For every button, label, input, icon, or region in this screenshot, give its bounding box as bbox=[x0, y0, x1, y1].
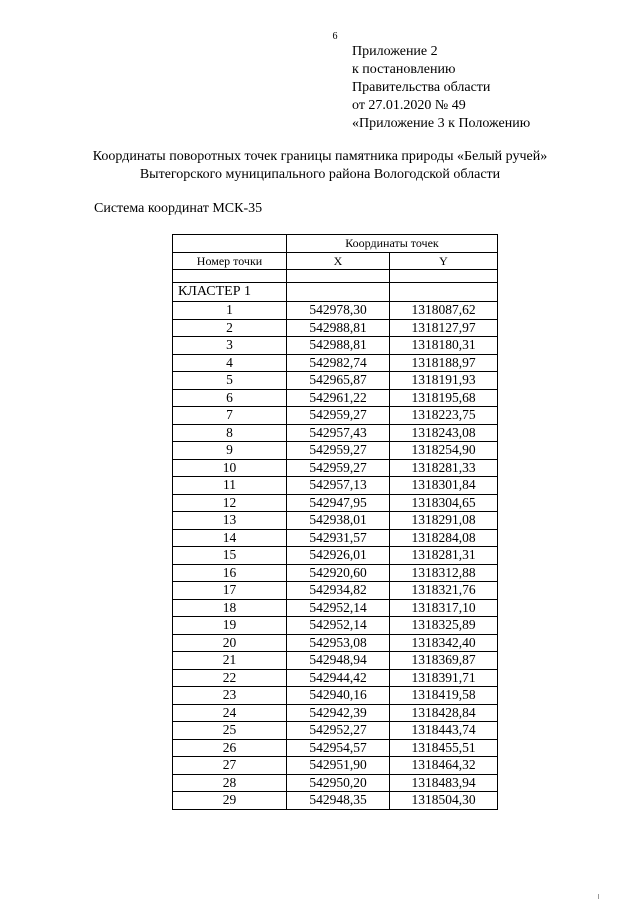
y-coordinate-cell: 1318325,89 bbox=[390, 617, 498, 635]
x-coordinate-cell: 542951,90 bbox=[287, 757, 390, 775]
table-row bbox=[173, 319, 498, 337]
table-row bbox=[173, 372, 498, 390]
y-coordinate-cell: 1318254,90 bbox=[390, 442, 498, 460]
y-coordinate-cell: 1318281,33 bbox=[390, 459, 498, 477]
page-number: 6 bbox=[332, 31, 338, 42]
point-number-cell: 17 bbox=[173, 582, 287, 600]
table-empty-row bbox=[173, 270, 498, 283]
point-number-cell: 20 bbox=[173, 634, 287, 652]
table-row bbox=[173, 424, 498, 442]
y-coordinate-cell: 1318464,32 bbox=[390, 757, 498, 775]
x-coordinate-cell: 542953,08 bbox=[287, 634, 390, 652]
approval-line: Приложение 2 bbox=[352, 44, 438, 59]
table-row bbox=[173, 389, 498, 407]
y-coordinate-cell: 1318342,40 bbox=[390, 634, 498, 652]
approval-line: к постановлению bbox=[352, 62, 456, 77]
table-row bbox=[173, 687, 498, 705]
point-number-cell: 18 bbox=[173, 599, 287, 617]
approval-line: Правительства области bbox=[352, 80, 491, 95]
point-number-cell: 21 bbox=[173, 652, 287, 670]
y-coordinate-cell: 1318243,08 bbox=[390, 424, 498, 442]
table-row bbox=[173, 599, 498, 617]
point-number-cell: 15 bbox=[173, 547, 287, 565]
table-row bbox=[173, 669, 498, 687]
x-coordinate-cell: 542959,27 bbox=[287, 459, 390, 477]
table-header-point: Номер точки bbox=[173, 252, 287, 270]
table-row bbox=[173, 634, 498, 652]
table-row bbox=[173, 354, 498, 372]
table-header-x: X bbox=[287, 252, 390, 270]
x-coordinate-cell: 542950,20 bbox=[287, 774, 390, 792]
y-coordinate-cell: 1318312,88 bbox=[390, 564, 498, 582]
table-row bbox=[173, 652, 498, 670]
x-coordinate-cell: 542957,43 bbox=[287, 424, 390, 442]
x-coordinate-cell: 542940,16 bbox=[287, 687, 390, 705]
y-coordinate-cell: 1318180,31 bbox=[390, 337, 498, 355]
cluster-row bbox=[173, 283, 498, 302]
table-row bbox=[173, 704, 498, 722]
point-number-cell: 25 bbox=[173, 722, 287, 740]
x-coordinate-cell: 542934,82 bbox=[287, 582, 390, 600]
y-coordinate-cell: 1318301,84 bbox=[390, 477, 498, 495]
x-coordinate-cell: 542959,27 bbox=[287, 442, 390, 460]
y-coordinate-cell: 1318087,62 bbox=[390, 302, 498, 320]
point-number-cell: 4 bbox=[173, 354, 287, 372]
x-coordinate-cell: 542948,94 bbox=[287, 652, 390, 670]
table-header-coordinates: Координаты точек bbox=[287, 235, 498, 253]
table-row bbox=[173, 512, 498, 530]
table-cell bbox=[390, 283, 498, 302]
point-number-cell: 2 bbox=[173, 319, 287, 337]
point-number-cell: 9 bbox=[173, 442, 287, 460]
y-coordinate-cell: 1318419,58 bbox=[390, 687, 498, 705]
point-number-cell: 28 bbox=[173, 774, 287, 792]
point-number-cell: 14 bbox=[173, 529, 287, 547]
table-row bbox=[173, 477, 498, 495]
table-row bbox=[173, 757, 498, 775]
table-row bbox=[173, 494, 498, 512]
point-number-cell: 29 bbox=[173, 792, 287, 810]
table-row bbox=[173, 302, 498, 320]
x-coordinate-cell: 542920,60 bbox=[287, 564, 390, 582]
table-row bbox=[173, 617, 498, 635]
x-coordinate-cell: 542926,01 bbox=[287, 547, 390, 565]
point-number-cell: 8 bbox=[173, 424, 287, 442]
table-header-blank bbox=[173, 235, 287, 253]
point-number-cell: 19 bbox=[173, 617, 287, 635]
table-row bbox=[173, 407, 498, 425]
y-coordinate-cell: 1318321,76 bbox=[390, 582, 498, 600]
table-row bbox=[173, 564, 498, 582]
point-number-cell: 10 bbox=[173, 459, 287, 477]
y-coordinate-cell: 1318455,51 bbox=[390, 739, 498, 757]
table-row bbox=[173, 529, 498, 547]
x-coordinate-cell: 542952,14 bbox=[287, 599, 390, 617]
point-number-cell: 7 bbox=[173, 407, 287, 425]
x-coordinate-cell: 542954,57 bbox=[287, 739, 390, 757]
table-cell bbox=[287, 270, 390, 283]
approval-block bbox=[352, 43, 530, 133]
point-number-cell: 1 bbox=[173, 302, 287, 320]
point-number-cell: 27 bbox=[173, 757, 287, 775]
approval-line: «Приложение 3 к Положению bbox=[352, 116, 531, 131]
table-cell bbox=[390, 270, 498, 283]
x-coordinate-cell: 542988,81 bbox=[287, 319, 390, 337]
point-number-cell: 22 bbox=[173, 669, 287, 687]
point-number-cell: 16 bbox=[173, 564, 287, 582]
point-number-cell: 5 bbox=[173, 372, 287, 390]
table-row bbox=[173, 459, 498, 477]
x-coordinate-cell: 542938,01 bbox=[287, 512, 390, 530]
y-coordinate-cell: 1318369,87 bbox=[390, 652, 498, 670]
point-number-cell: 12 bbox=[173, 494, 287, 512]
x-coordinate-cell: 542942,39 bbox=[287, 704, 390, 722]
point-number-cell: 6 bbox=[173, 389, 287, 407]
y-coordinate-cell: 1318191,93 bbox=[390, 372, 498, 390]
table-row bbox=[173, 739, 498, 757]
x-coordinate-cell: 542959,27 bbox=[287, 407, 390, 425]
y-coordinate-cell: 1318304,65 bbox=[390, 494, 498, 512]
document-title bbox=[0, 148, 640, 184]
table-header-group-row bbox=[173, 235, 498, 253]
y-coordinate-cell: 1318443,74 bbox=[390, 722, 498, 740]
y-coordinate-cell: 1318391,71 bbox=[390, 669, 498, 687]
table-row bbox=[173, 337, 498, 355]
table-cell bbox=[287, 283, 390, 302]
table-row bbox=[173, 442, 498, 460]
title-line: Вытегорского муниципального района Вологодской области bbox=[139, 167, 501, 182]
coordinate-system-label: Система координат МСК-35 bbox=[94, 201, 263, 216]
y-coordinate-cell: 1318223,75 bbox=[390, 407, 498, 425]
x-coordinate-cell: 542965,87 bbox=[287, 372, 390, 390]
x-coordinate-cell: 542952,27 bbox=[287, 722, 390, 740]
y-coordinate-cell: 1318195,68 bbox=[390, 389, 498, 407]
y-coordinate-cell: 1318483,94 bbox=[390, 774, 498, 792]
table-row bbox=[173, 774, 498, 792]
x-coordinate-cell: 542947,95 bbox=[287, 494, 390, 512]
y-coordinate-cell: 1318504,30 bbox=[390, 792, 498, 810]
point-number-cell: 3 bbox=[173, 337, 287, 355]
y-coordinate-cell: 1318428,84 bbox=[390, 704, 498, 722]
coordinates-table bbox=[172, 234, 498, 810]
x-coordinate-cell: 542948,35 bbox=[287, 792, 390, 810]
x-coordinate-cell: 542988,81 bbox=[287, 337, 390, 355]
table-row bbox=[173, 582, 498, 600]
title-line: Координаты поворотных точек границы памятника природы «Белый ручей» bbox=[92, 149, 548, 164]
x-coordinate-cell: 542957,13 bbox=[287, 477, 390, 495]
cluster-label: КЛАСТЕР 1 bbox=[173, 283, 287, 302]
y-coordinate-cell: 1318317,10 bbox=[390, 599, 498, 617]
y-coordinate-cell: 1318281,31 bbox=[390, 547, 498, 565]
point-number-cell: 24 bbox=[173, 704, 287, 722]
y-coordinate-cell: 1318127,97 bbox=[390, 319, 498, 337]
point-number-cell: 11 bbox=[173, 477, 287, 495]
y-coordinate-cell: 1318284,08 bbox=[390, 529, 498, 547]
x-coordinate-cell: 542982,74 bbox=[287, 354, 390, 372]
table-row bbox=[173, 547, 498, 565]
point-number-cell: 23 bbox=[173, 687, 287, 705]
point-number-cell: 26 bbox=[173, 739, 287, 757]
x-coordinate-cell: 542961,22 bbox=[287, 389, 390, 407]
x-coordinate-cell: 542944,42 bbox=[287, 669, 390, 687]
approval-line: от 27.01.2020 № 49 bbox=[352, 98, 466, 113]
table-header-row bbox=[173, 252, 498, 270]
y-coordinate-cell: 1318291,08 bbox=[390, 512, 498, 530]
x-coordinate-cell: 542978,30 bbox=[287, 302, 390, 320]
x-coordinate-cell: 542952,14 bbox=[287, 617, 390, 635]
table-row bbox=[173, 792, 498, 810]
table-header-y: Y bbox=[390, 252, 498, 270]
y-coordinate-cell: 1318188,97 bbox=[390, 354, 498, 372]
table-cell bbox=[173, 270, 287, 283]
margin-mark bbox=[598, 894, 599, 899]
table-row bbox=[173, 722, 498, 740]
x-coordinate-cell: 542931,57 bbox=[287, 529, 390, 547]
point-number-cell: 13 bbox=[173, 512, 287, 530]
